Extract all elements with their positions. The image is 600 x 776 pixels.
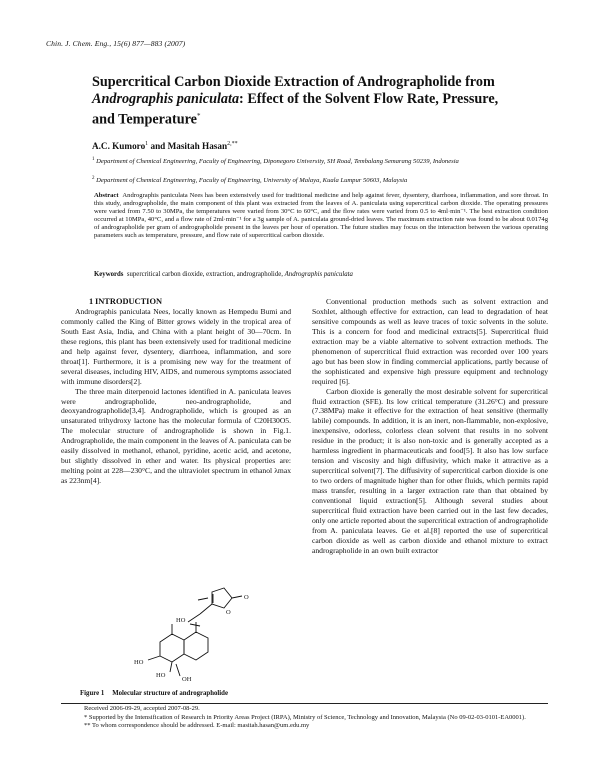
atom-label: O: [244, 594, 249, 601]
title-line-1: Supercritical Carbon Dioxide Extraction of Andrographolide from: [92, 74, 495, 90]
title-line-2: Andrographis paniculata: Effect of the Solvent Flow Rate, Pressure,: [92, 91, 499, 107]
author-list: A.C. Kumoro$^1$ and Masitah Hasan$^{2,**}$: [92, 141, 238, 152]
atom-label: HO: [134, 659, 144, 666]
intro-paragraph-2: The three main diterpenoid lactones identified in A. paniculata leaves were andrographolide, neo-andrographolide, and deoxyandrographolide[3,4]. Andrographolide, which is grouped as an unsaturated trihydroxy lactone has the molecular formula of C20H30O5. The molecular structure of andrographolide is shown in Fig.1. Andrographolide, the main component in the leaves of A. paniculata can be easily dissolved in methanol, ethanol, pyridine, acetic acid, and acetone, but slightly dissolved in ether and water. Its physical properties are: melting point at 228—230°C, and the ultraviolet spectrum in ethanol λmax as 223nm[4].: [61, 386, 291, 486]
atom-label: O: [226, 609, 231, 616]
left-column: [61, 297, 291, 486]
abstract-text: Andrographis paniculata Nees has been extensively used for traditional medicine and help against fever, dysentery, diarrhoea, inflammation, and sore throat. In this study, andrographolide, the main component of this plant was extracted from the leaves of A. paniculata using supercritical carbon dioxide. The operating pressures were varied from 7.50 to 30MPa, the temperatures were varied from 30°C to 60°C, and the flow rates were varied from 0.5 to 4ml·min⁻¹. The best extraction condition occurred at 10MPa, 40°C, and a flow rate of 2ml·min⁻¹ for a 3g sample of A. paniculata ground-dried leaves. The maximum extraction rate was found to be about 0.0174g of andrographolide per gram of andrographolide present in the leaves per hour of operation. The future studies may focus on the interaction between the various operating parameters such as temperature, pressure, and flow rate of supercritical carbon dioxide.: [94, 192, 548, 240]
section-heading: 1 INTRODUCTION: [89, 297, 163, 306]
figure-label: Figure 1: [80, 690, 105, 697]
affiliation-2: $^2$ Department of Chemical Engineering, Faculty of Engineering, University of Malaya, Kuala Lumpur 50603, Malaysia: [92, 176, 408, 185]
intro-paragraph-3: Conventional production methods such as solvent extraction and Soxhlet, although effective for extraction, can lead to degradation of heat sensitive compounds as well as leave traces of toxic solvents in the solute. This is a concern for food and medicinal extracts[5]. Supercritical fluid extraction may be a viable alternative to solvent extraction methods. The phenomenon of supercritical fluid extraction was recorded over 100 years ago but has been slow in finding commercial applications, partly because of the sophisticated and expensive high pressure equipment and technology required [6].: [312, 297, 548, 386]
footnote-divider: [61, 703, 548, 704]
affiliation-1: $^1$ Department of Chemical Engineering, Faculty of Engineering, Diponegoro University, SH Road, Tembalang Semarang 50239, Indonesia: [92, 157, 459, 166]
abstract-label: Abstract: [94, 192, 119, 199]
intro-paragraph-4: Carbon dioxide is generally the most desirable solvent for supercritical fluid extraction (SFE). Its low critical temperature (31.26°C) and pressure (7.38MPa) make it effective for the extraction of heat sensitive (thermally labile) compounds. In addition, it is an inert, non-flammable, non-explosive, inexpensive, odorless, colorless clean solvent that results in no solvent residue in the product; it is also non-toxic and is generally accepted as a harmless ingredient in pharmaceuticals and food[5]. It also has low surface tension and viscosity and high diffusivity, which make it attractive as a supercritical solvent[7]. The diffusivity of supercritical carbon dioxide is one to two orders of magnitude higher than for other fluids, which permits rapid mass transfer, resulting in a larger extraction rate than that obtained by conventional liquid extraction[5]. Although several studies about supercritical fluid extraction have been carried out in the last few decades, only one article reported about the supercritical extraction of andrographolide from A. paniculata leaves. Ge et al.[8] reported the use of supercritical carbon dioxide as well as carbon dioxide and ethanol mixture to extract andrographolide in an own built extractor: [312, 386, 548, 555]
title-line-3: and Temperature*: [92, 111, 201, 128]
molecular-structure-figure: [120, 584, 280, 684]
author-2: Masitah Hasan: [167, 141, 228, 152]
received-note: Received 2006-09-29, accepted 2007-08-29.: [84, 705, 200, 712]
figure-caption: Figure 1 Molecular structure of andrographolide: [80, 690, 228, 697]
correspondence-note: ** To whom correspondence should be addressed. E-mail: masitah.hasan@um.edu.my: [84, 722, 310, 729]
atom-label: OH: [182, 676, 192, 683]
keywords: Keywords supercritical carbon dioxide, extraction, andrographolide, Andrographis paniculata: [94, 271, 353, 278]
funding-mark: *: [196, 112, 201, 120]
species-name: Andrographis paniculata: [92, 91, 240, 107]
journal-header: Chin. J. Chem. Eng., 15(6) 877—883 (2007): [46, 39, 186, 48]
atom-label: HO: [176, 617, 186, 624]
abstract: [94, 192, 548, 241]
paper-title: [92, 74, 532, 129]
footnotes: [84, 705, 544, 731]
author-1: A.C. Kumoro: [92, 141, 146, 152]
intro-paragraph-1: Andrographis paniculata Nees, locally known as Hempedu Bumi and commonly called the King of Bitter grows widely in the tropical area of South East Asia, India, and China with a plant height of 30—70cm. In these regions, this plant has been extensively used for traditional medicine and help against fever, dysentery, diarrhoea, inflammation, and sore throat[1]. Furthermore, it is a promising new way for the treatment of several diseases, including HIV, AIDS, and numerous symptoms associated with immune disorders[2].: [61, 306, 291, 386]
funding-note: * Supported by the Intensification of Research in Priority Areas Project (IRPA), Ministry of Science, Technology and Innovation, Malaysia (No 09-02-03-0101-EA0001).: [84, 713, 526, 721]
atom-label: HO: [156, 672, 166, 679]
right-column: [312, 297, 548, 556]
keywords-label: Keywords: [94, 271, 124, 278]
